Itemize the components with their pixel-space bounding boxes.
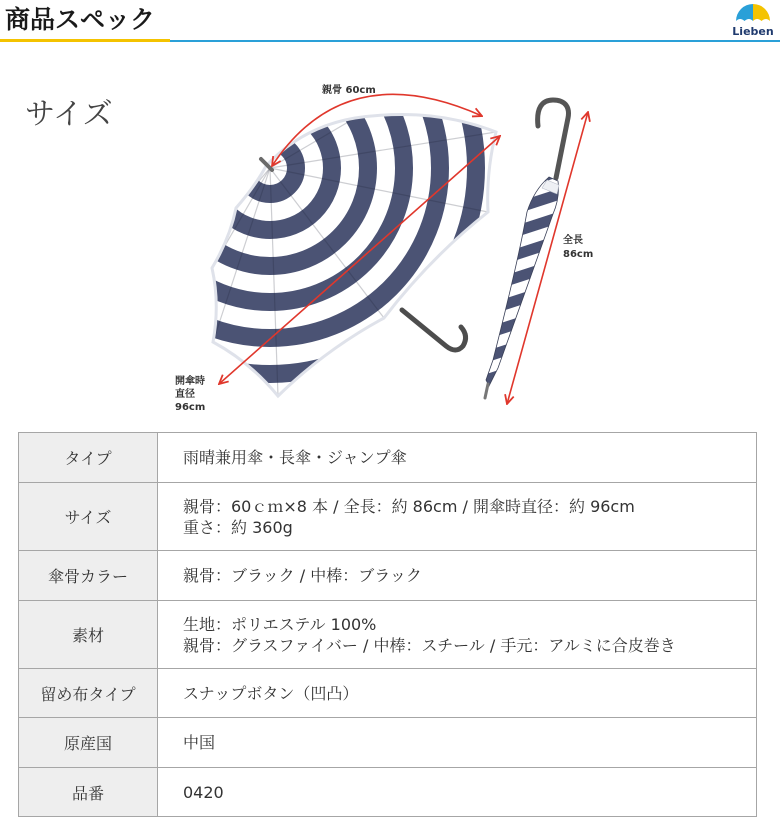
spec-label: タイプ — [19, 433, 158, 483]
rib-length-label: 親骨 60cm — [322, 85, 376, 96]
spec-table — [18, 432, 757, 817]
spec-value — [158, 483, 757, 551]
spec-value-line: スナップボタン（凹凸） — [183, 683, 359, 703]
open-umbrella-handle — [402, 310, 466, 350]
logo-wordmark: Lieben — [732, 25, 774, 38]
spec-value-line: 親骨：60ｃｍ×8 本 / 全長：約 86cm / 開傘時直径：約 96cm — [183, 496, 635, 516]
spec-value — [158, 433, 757, 483]
closed-umbrella-handle — [538, 100, 569, 178]
spec-label: 原産国 — [19, 718, 158, 768]
section-title-size: サイズ — [25, 97, 113, 132]
spec-value-line: 中国 — [183, 733, 216, 752]
spec-value — [158, 669, 757, 718]
umbrella-size-diagram — [0, 60, 780, 430]
spec-value-line: 生地：ポリエステル 100% — [183, 614, 377, 634]
logo-canopy-yellow — [753, 4, 770, 21]
diameter-label-line: 96cm — [175, 402, 206, 413]
spec-label: 素材 — [19, 601, 158, 669]
title-underline-blue — [170, 40, 780, 42]
spec-label: 傘骨カラー — [19, 551, 158, 601]
spec-row-product-number — [19, 768, 757, 817]
spec-value-line: 0420 — [183, 782, 224, 802]
spec-row-type — [19, 433, 757, 483]
spec-row-frame-color — [19, 551, 757, 601]
umbrella-logo-icon — [736, 4, 770, 23]
diameter-label-line: 開傘時 — [175, 376, 205, 387]
brand-logo — [727, 2, 779, 40]
closed-umbrella-canopy — [486, 177, 558, 386]
spec-label: 留め布タイプ — [19, 669, 158, 718]
spec-row-origin — [19, 718, 757, 768]
open-umbrella-illustration — [28, 60, 512, 410]
spec-row-fastener — [19, 669, 757, 718]
diameter-label-line: 直径 — [175, 389, 195, 400]
closed-umbrella-illustration — [485, 100, 568, 398]
closed-umbrella-tip — [485, 384, 488, 398]
spec-row-material — [19, 601, 757, 669]
open-umbrella-canopy — [28, 60, 512, 410]
spec-value — [158, 601, 757, 669]
spec-value-line: 重さ：約 360g — [183, 517, 293, 537]
spec-label: サイズ — [19, 483, 158, 551]
spec-label: 品番 — [19, 768, 158, 817]
total-length-label-line: 全長 — [563, 235, 583, 246]
spec-row-size — [19, 483, 757, 551]
spec-value — [158, 718, 757, 768]
spec-value — [158, 551, 757, 601]
spec-value — [158, 768, 757, 817]
total-length-label — [563, 233, 593, 260]
page-title: 商品スペック — [5, 5, 156, 34]
logo-canopy-blue — [736, 4, 753, 21]
total-length-label-line: 86cm — [563, 249, 594, 260]
spec-value-line: 雨晴兼用傘・長傘・ジャンプ傘 — [183, 448, 407, 467]
spec-value-line: 親骨：グラスファイバー / 中棒：スチール / 手元：アルミに合皮巻き — [183, 635, 676, 655]
title-underline-yellow — [0, 39, 170, 42]
diameter-label — [175, 374, 208, 413]
spec-value-line: 親骨：ブラック / 中棒：ブラック — [183, 566, 422, 585]
